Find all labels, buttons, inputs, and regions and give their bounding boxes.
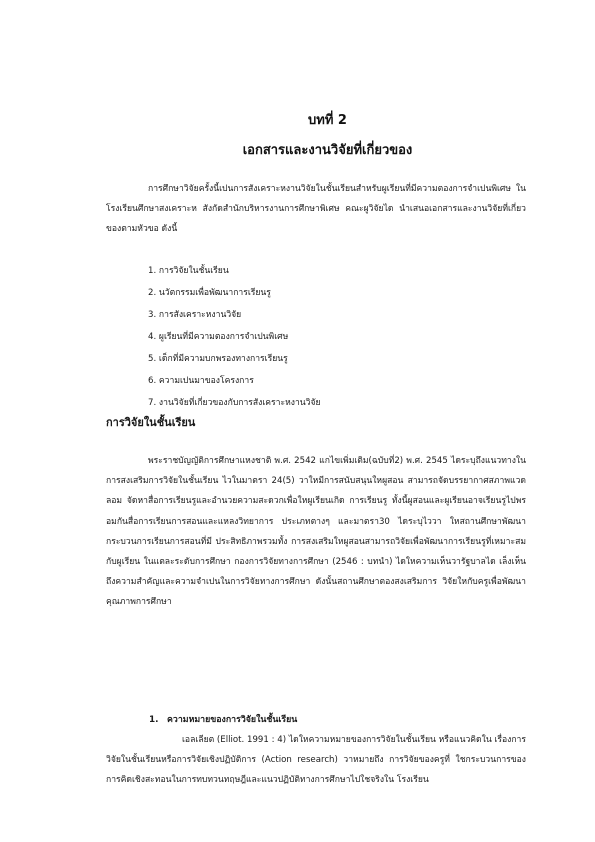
chapter-subtitle: เอกสารและงานวิจัยที่เกี่ยวของ bbox=[242, 142, 413, 158]
chapter-title: บทที่ 2 bbox=[308, 112, 347, 128]
topic-item-5: 5. เด็กที่มีความบกพรองทางการเรียนรู bbox=[148, 354, 288, 364]
subsection-paragraph: เอลเลียต (Elliot. 1991 : 4) ไดใหความหมายของการวิจัยในชั้นเรียน หรือแนวคิดใน เรื่องการวิจัยในชั้นเรียนหรือการวิจัยเชิงปฏิบัติการ (Action research) วาหมายถึง การวิจัยของครูที่ ใชกระบวนการของการคิดเชิงสะทอนในการทบทวนทฤษฎีและแนวปฏิบัติทางการศึกษาไปใชจริงใน โรงเรียน bbox=[106, 735, 526, 786]
topic-item-6: 6. ความเปนมาของโครงการ bbox=[148, 376, 254, 386]
section-paragraph: พระราชบัญญัติการศึกษาแหงชาติ พ.ศ. 2542 แกไขเพิ่มเติม(ฉบับที่2) พ.ศ. 2545 ไดระบุถึงแนวทางในการสงเสริมการวิจัยในชั้นเรียน ไวในมาตรา 24(5) วาใหมีการสนับสนุนใหผูสอน สามารถจัดบรรยากาศสภาพแวดลอม จัดหาสื่อการเรียนรูและอํานวยความสะดวกเพื่อใหผูเรียนเกิด การเรียนรู ทั้งนี้ผูสอนและผูเรียนอาจเรียนรูไปพรอมกันสื่อการเรียนการสอนและแหลงวิทยาการ ประเภทตางๆ และมาตรา30 ไดระบุไววา ใหสถานศึกษาพัฒนากระบวนการเรียนการสอนที่มี ประสิทธิภาพรวมทั้ง การสงเสริมใหผูสอนสามารถวิจัยเพื่อพัฒนาการเรียนรูที่เหมาะสมกับผูเรียน ในแตละระดับการศึกษา กองการวิจัยทางการศึกษา (2546 : บทนํา) ไดใหความเห็นวารัฐบาลได เล็งเห็นถึงความสําคัญและความจําเปนในการวิจัยทางการศึกษา ดังนั้นสถานศึกษาตองสงเสริมการ วิจัยใหกับครูเพื่อพัฒนาคุณภาพการศึกษา bbox=[106, 456, 526, 608]
subsection-title: ความหมายของการวิจัยในชั้นเรียน bbox=[167, 715, 298, 725]
topic-item-7: 7. งานวิจัยที่เกี่ยวของกับการสังเคราะหงานวิจัย bbox=[148, 398, 321, 408]
subsection-heading bbox=[149, 712, 297, 726]
subsection-number: 1. bbox=[149, 715, 159, 725]
topic-item-3: 3. การสังเคราะหงานวิจัย bbox=[148, 310, 242, 320]
topic-item-4: 4. ผูเรียนที่มีความตองการจําเปนพิเศษ bbox=[148, 332, 289, 342]
topic-list bbox=[148, 260, 321, 414]
topic-item-2: 2. นวัตกรรมเพื่อพัฒนาการเรียนรู bbox=[148, 288, 271, 298]
section-heading: การวิจัยในชั้นเรียน bbox=[106, 416, 196, 429]
intro-paragraph: การศึกษาวิจัยครั้งนี้เปนการสังเคราะหงานวิจัยในชั้นเรียนสําหรับผูเรียนที่มีความตองการจําเปนพิเศษ ในโรงเรียนศึกษาสงเคราะห สังกัดสํานักบริหารงานการศึกษาพิเศษ คณะผูวิจัยได นําเสนอเอกสารและงานวิจัยที่เกี่ยวของตามหัวขอ ดังนี้ bbox=[106, 184, 526, 235]
topic-item-1: 1. การวิจัยในชั้นเรียน bbox=[148, 266, 229, 276]
